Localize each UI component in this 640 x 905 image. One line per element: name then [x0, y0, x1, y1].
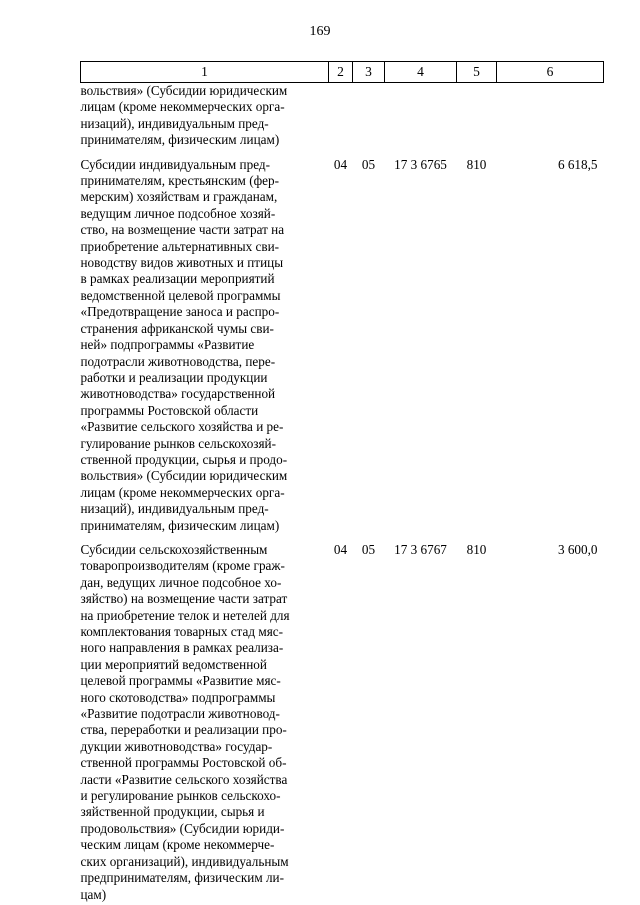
table-row: [81, 83, 604, 149]
row-target-article: [385, 83, 457, 149]
row-subsection: [353, 83, 385, 149]
row-name: Субсидии индивидуальным пред- принимателям, крестьянским (фер- мерским) хозяйствам и гражданам, ведущим личное подсобное хозяй- ство, на возмещение части затрат на приобретение альтернативных сви- новодству видов животных и птицы в рамках реализации мероприятий ведомственной целевой программы «Предотвращение заноса и распро- странения африканской чумы сви- ней» подпрограммы «Развитие подотрасли животноводства, пере- работки и реализации продукции животноводства» государственной программы Ростовской области «Развитие сельского хозяйства и ре- гулирование рынков сельскохозяй- ственной продукции, сырья и продо- вольствия» (Субсидии юридическим лицам (кроме некоммерческих орга- низаций), индивидуальным пред- принимателям, физическим лицам): [80, 156, 288, 533]
row-section: 04: [333, 156, 348, 172]
row-amount: 3 600,0: [557, 541, 598, 557]
header-col-5: 5: [457, 62, 497, 83]
row-target-article: 17 3 6767: [394, 541, 447, 557]
row-expense-type: 810: [466, 156, 487, 172]
header-col-4: 4: [385, 62, 457, 83]
row-amount: [497, 83, 604, 149]
header-col-6: 6: [497, 62, 604, 83]
row-section: [329, 83, 353, 149]
row-subsection: 05: [361, 156, 376, 172]
row-expense-type: 810: [466, 541, 487, 557]
table-row: [81, 157, 604, 534]
row-expense-type: [457, 83, 497, 149]
row-name: Субсидии сельскохозяйственным товаропроизводителям (кроме граж- дан, ведущих личное подсобное хо- зяйство) на возмещение части затрат на приобретение телок и нетелей для комплектования товарных стад мяс- ного направления в рамках реализа- ции мероприятий ведомственной целевой программы «Развитие мяс- ного скотоводства» подпрограммы «Развитие подотрасли животновод- ства, переработки и реализации про- дукции животноводства» государ- ственной программы Ростовской об- ласти «Развитие сельского хозяйства и регулирование рынков сельскохо- зяйственной продукции, сырья и продовольствия» (Субсидии юриди- ческим лицам (кроме некоммерче- ских организаций), индивидуальным предпринимателям, физическим ли- цам): [80, 541, 290, 902]
table-row: [81, 542, 604, 903]
row-subsection: 05: [361, 541, 376, 557]
row-spacer: [81, 534, 604, 542]
header-col-1: 1: [81, 62, 329, 83]
header-col-3: 3: [353, 62, 385, 83]
budget-table: [80, 61, 604, 903]
page-number: 169: [309, 24, 331, 39]
header-col-2: 2: [329, 62, 353, 83]
row-spacer: [81, 149, 604, 157]
row-amount: 6 618,5: [557, 156, 598, 172]
row-target-article: 17 3 6765: [394, 156, 447, 172]
row-section: 04: [333, 541, 348, 557]
table-header-row: [81, 62, 604, 83]
row-name: вольствия» (Субсидии юридическим лицам (кроме некоммерческих орга- низаций), индивидуальным пред- принимателям, физическим лицам): [80, 83, 288, 148]
